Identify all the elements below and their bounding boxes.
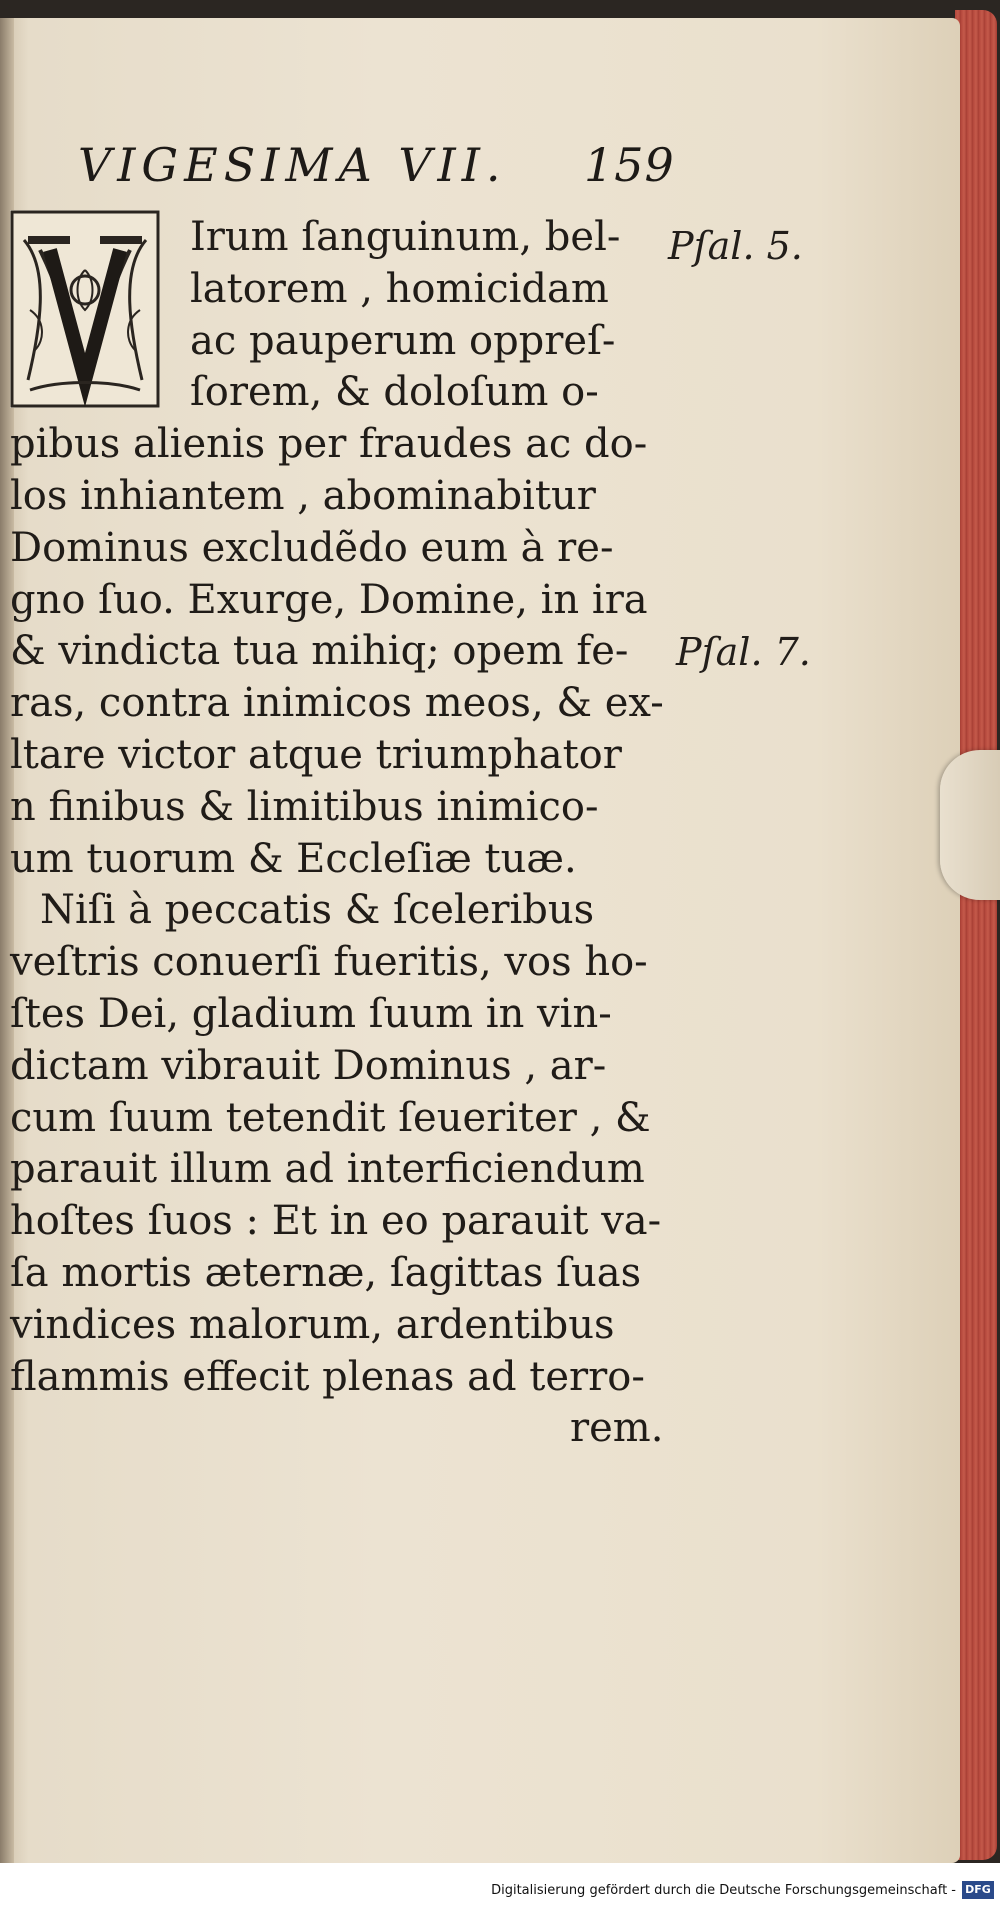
text-line: ſorem, & doloſum o- [190, 369, 599, 416]
ornate-initial-v-icon [10, 210, 160, 408]
footer-bar [0, 1863, 1000, 1922]
text-line: pibus alienis per fraudes ac do- [10, 421, 648, 468]
page-number: 159 [584, 138, 675, 192]
text-line: ſa mortis æternæ, ſagittas ſuas [10, 1250, 642, 1296]
text-line: Irum ſanguinum, bel- [190, 214, 621, 260]
text-line: dictam vibrauit Dominus , ar- [10, 1042, 607, 1089]
text-line: Dominus excludẽdo eum à re- [10, 524, 614, 571]
text-line: ltare victor atque triumphator [10, 732, 622, 778]
text-line: hoſtes ſuos : Et in eo parauit va- [10, 1198, 662, 1245]
text-line: gno ſuo. Exurge, Domine, in ira [10, 576, 648, 623]
text-line: vindices malorum, ardentibus [10, 1301, 615, 1348]
text-line: Niſi à peccatis & ſceleribus [40, 887, 595, 934]
text-line: flammis effecit plenas ad terro- [10, 1353, 645, 1400]
dfg-logo: DFG [962, 1881, 994, 1899]
bookmark-tab [940, 750, 1000, 900]
text-line: los inhiantem , abominabitur [10, 473, 596, 519]
footer-credit: Digitalisierung gefördert durch die Deutsche Forschungsgemeinschaft - [491, 1883, 956, 1898]
text-line: n finibus & limitibus inimico- [10, 783, 599, 830]
text-line: ſtes Dei, gladium ſuum in vin- [10, 991, 612, 1037]
margin-note-psal-5: Pſal. 5. [668, 224, 803, 268]
running-header [78, 126, 675, 192]
text-line: ras, contra inimicos meos, & ex- [10, 680, 664, 727]
margin-note-psal-7: Pſal. 7. [676, 630, 811, 674]
text-line: veſtris conuerſi fueritis, vos ho- [10, 939, 648, 986]
text-line: um tuorum & Eccleſiæ tuæ. [10, 835, 577, 882]
book-page [0, 18, 960, 1863]
text-line: ac pauperum oppreſ- [190, 317, 616, 364]
text-line: cum ſuum tetendit ſeueriter , & [10, 1094, 651, 1141]
text-line: rem. [570, 1405, 664, 1452]
text-line: parauit illum ad interficiendum [10, 1146, 645, 1193]
book-fore-edge [955, 10, 997, 1860]
decorated-initial [10, 210, 160, 408]
running-title: VIGESIMA VII. [78, 138, 507, 192]
text-line: latorem , homicidam [190, 265, 609, 312]
text-line: & vindicta tua mihiq; opem fe- [10, 628, 629, 675]
